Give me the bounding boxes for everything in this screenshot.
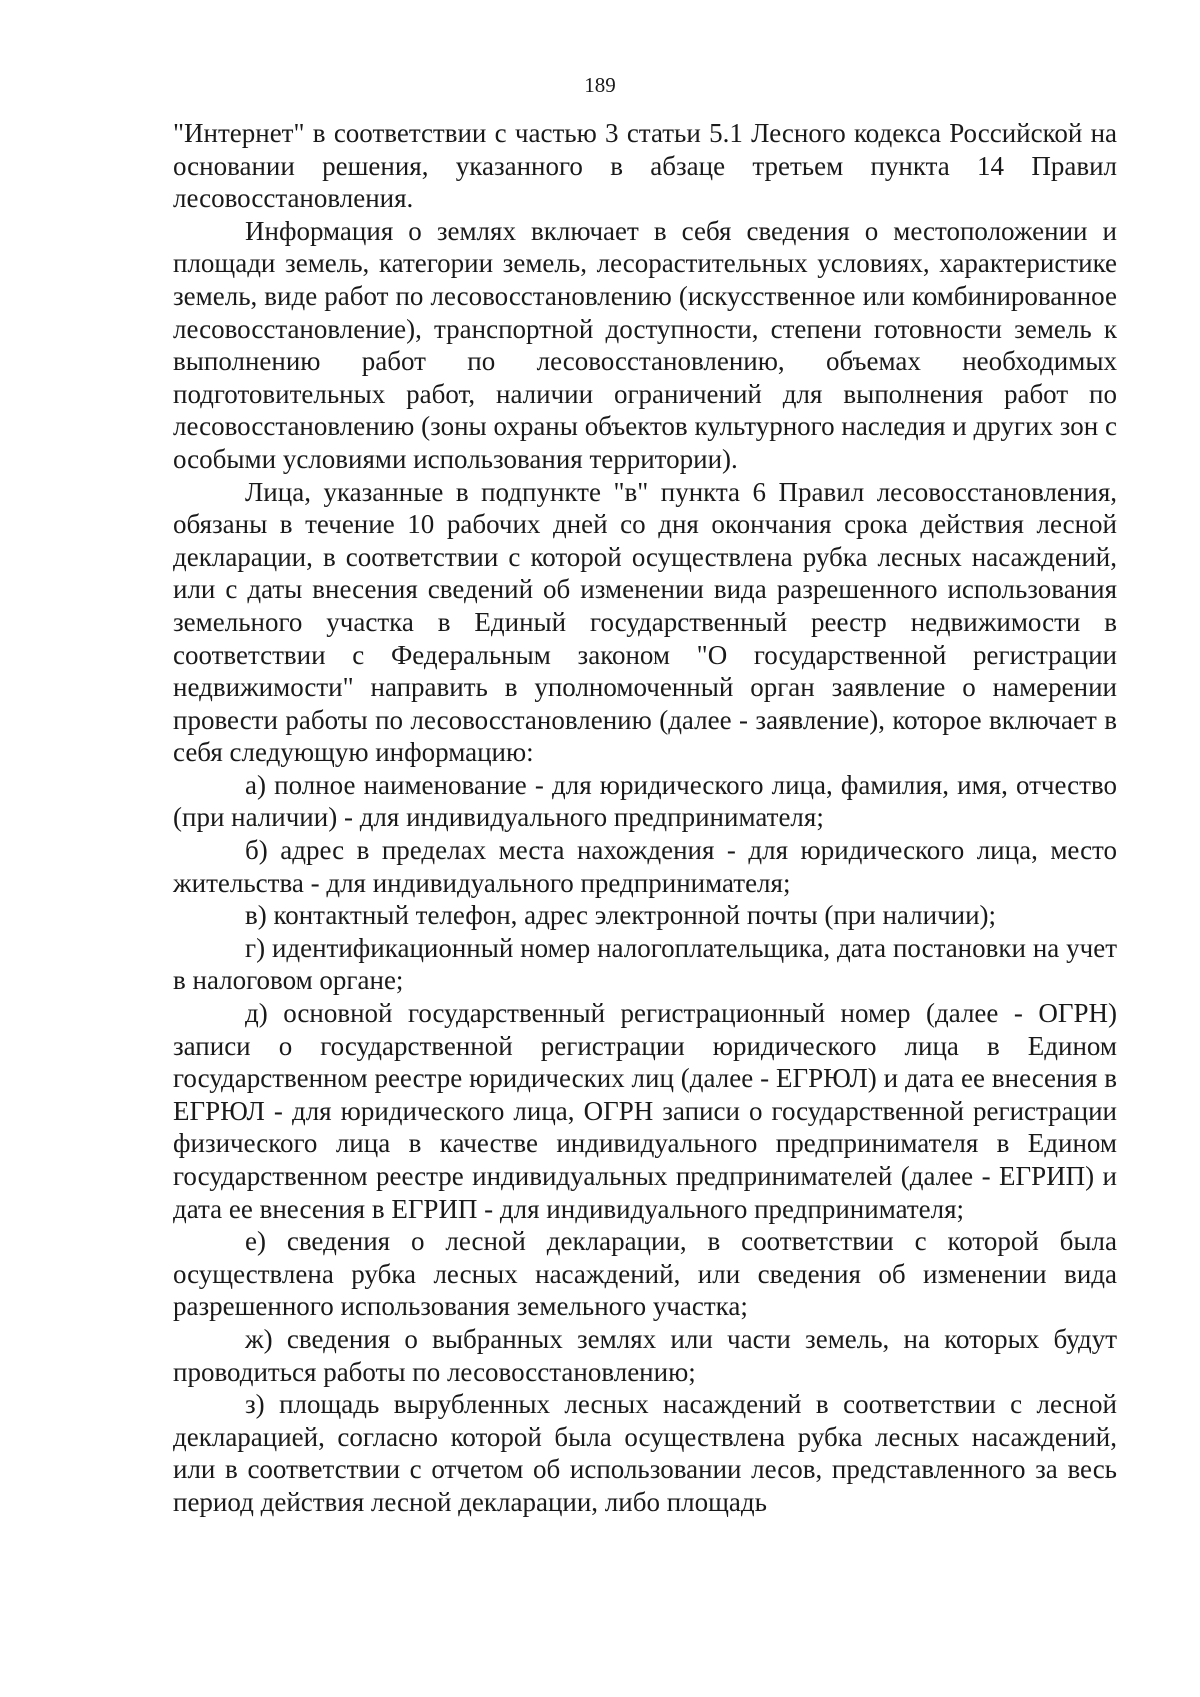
list-item-e: е) сведения о лесной декларации, в соответствии с которой была осуществлена рубка лесных насаждений, или сведения об изменении вида разрешенного использования земельного участка;: [173, 1226, 1117, 1322]
page-number: 189: [584, 73, 616, 97]
list-item-zh: ж) сведения о выбранных землях или части земель, на которых будут проводиться работы по лесовосстановлению;: [173, 1323, 1117, 1387]
list-item-g: г) идентификационный номер налогоплательщика, дата постановки на учет в налоговом органе;: [173, 932, 1117, 996]
list-item-v: в) контактный телефон, адрес электронной почты (при наличии);: [245, 900, 997, 931]
list-item-b: б) адрес в пределах места нахождения - для юридического лица, место жительства - для индивидуального предпринимателя;: [173, 835, 1117, 898]
document-body: [173, 117, 1117, 1519]
paragraph-persons-obligation: Лица, указанные в подпункте "в" пункта 6 Правил лесовосстановления, обязаны в течение 10 рабочих дней со дня окончания срока действия лесной декларации, в соответствии с которой осуществлена рубка лесных насаждений, или с даты внесения сведений об изменении вида разрешенного использования земельного участка в Единый государственный реестр недвижимости в соответствии с Федеральным законом "О государственной регистрации недвижимости" направить в уполномоченный орган заявление о намерении провести работы по лесовосстановлению (далее - заявление), которое включает в себя следующую информацию:: [173, 476, 1117, 768]
list-item-z: з) площадь вырубленных лесных насаждений в соответствии с лесной декларацией, согласно которой была осуществлена рубка лесных насаждений, или в соответствии с отчетом об использовании лесов, представленного за весь период действия лесной декларации, либо площадь: [173, 1389, 1117, 1517]
list-item-d: д) основной государственный регистрационный номер (далее - ОГРН) записи о государственной регистрации юридического лица в Едином государственном реестре юридических лиц (далее - ЕГРЮЛ) и дата ее внесения в ЕГРЮЛ - для юридического лица, ОГРН записи о государственной регистрации физического лица в качестве индивидуального предпринимателя в Едином государственном реестре индивидуальных предпринимателей (далее - ЕГРИП) и дата ее внесения в ЕГРИП - для индивидуального предпринимателя;: [173, 998, 1117, 1224]
paragraph-land-information: Информация о землях включает в себя сведения о местоположении и площади земель, категории земель, лесорастительных условиях, характеристике земель, виде работ по лесовосстановлению (искусственное или комбинированное лесовосстановление), транспортной доступности, степени готовности земель к выполнению работ по лесовосстановлению, объемах необходимых подготовительных работ, наличии ограничений для выполнения работ по лесовосстановлению (зоны охраны объектов культурного наследия и других зон с особыми условиями использования территории).: [173, 215, 1117, 474]
list-item-a: а) полное наименование - для юридического лица, фамилия, имя, отчество (при наличии) - для индивидуального предпринимателя;: [173, 769, 1117, 833]
paragraph-intro-continuation: "Интернет" в соответствии с частью 3 статьи 5.1 Лесного кодекса Российской на основании решения, указанного в абзаце третьем пункта 14 Правил лесовосстановления.: [173, 118, 1117, 214]
